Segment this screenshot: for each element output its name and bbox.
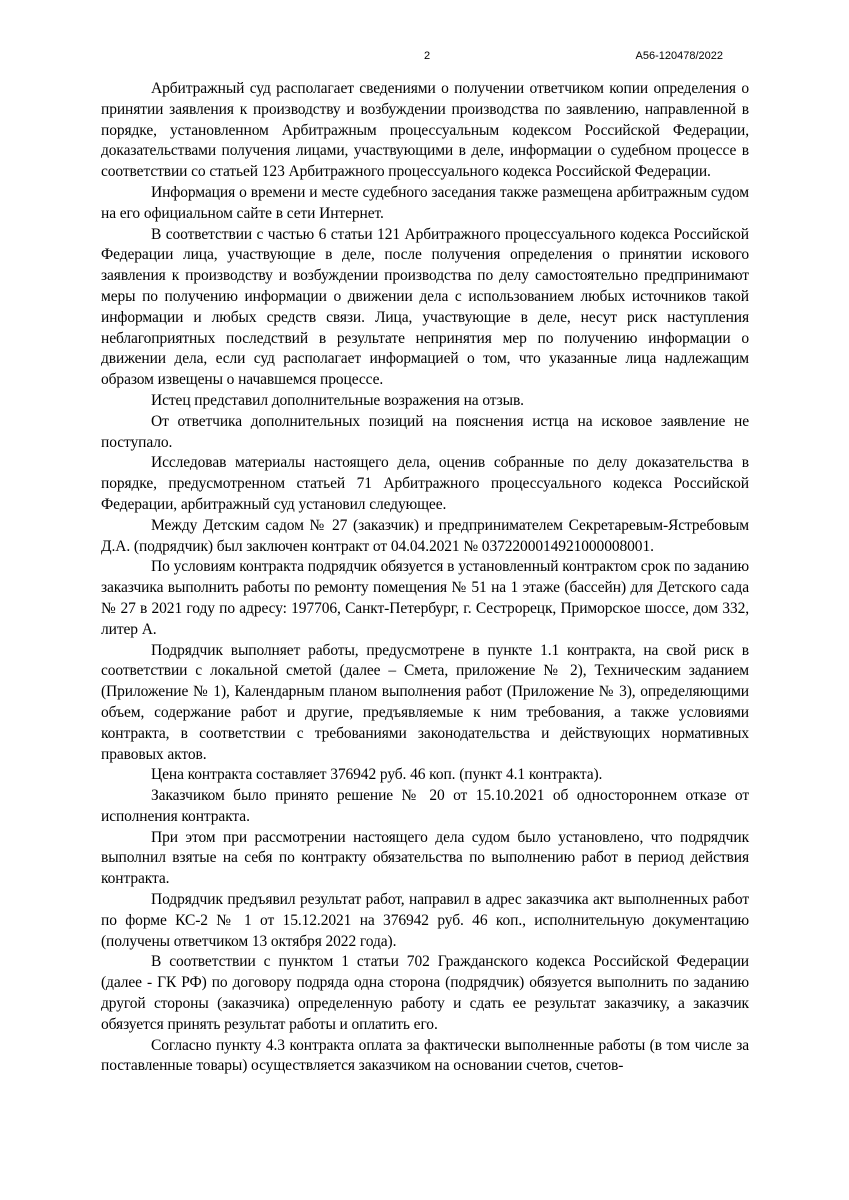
paragraph: При этом при рассмотрении настоящего дела судом было установлено, что подрядчик выполнил взятые на себя по контракту обязательства по выполнению работ в период действия контракта. (101, 828, 749, 888)
paragraph: Арбитражный суд располагает сведениями о получении ответчиком копии определения о принятии заявления к производству и возбуждении производства по заявлению, направленной в порядке, установленном Арбитражным процессуальным кодексом Российской Федерации, доказательствами получения лицами, участвующими в деле, информации о судебном процессе в соответствии со статьей 123 Арбитражного процессуального кодекса Российской Федерации. (101, 80, 749, 181)
paragraph: Истец представил дополнительные возражения на отзыв. (151, 391, 524, 409)
page-header (0, 50, 849, 68)
paragraph: В соответствии с частью 6 статьи 121 Арбитражного процессуального кодекса Российской Федерации лица, участвующие в деле, после получения определения о принятии искового заявления к производству и возбуждении производства по делу самостоятельно предпринимают меры по получению информации о движении дела с использованием любых источников такой информации и любых средств связи. Лица, участвующие в деле, несут риск наступления неблагоприятных последствий в результате непринятия мер по получению информации о движении дела, если суд располагает информацией о том, что указанные лица надлежащим образом извещены о начавшемся процессе. (101, 225, 749, 389)
paragraph: Согласно пункту 4.3 контракта оплата за фактически выполненные работы (в том числе за поставленные товары) осуществляется заказчиком на основании счетов, счетов- (101, 1036, 749, 1075)
paragraph: По условиям контракта подрядчик обязуется в установленный контрактом срок по заданию заказчика выполнить работы по ремонту помещения № 51 на 1 этаже (бассейн) для Детского сада № 27 в 2021 году по адресу: 197706, Санкт-Петербург, г. Сестрорецк, Приморское шоссе, дом 332, литер А. (101, 558, 749, 638)
page-number: 2 (424, 50, 431, 62)
paragraph: Подрядчик выполняет работы, предусмотрене в пункте 1.1 контракта, на свой риск в соответствии с локальной сметой (далее – Смета, приложение № 2), Техническим заданием (Приложение № 1), Календарным планом выполнения работ (Приложение № 3), определяющими объем, содержание работ и другие, предъявляемые к ним требования, а также условиями контракта, в соответствии с требованиями законодательства и действующих нормативных правовых актов. (101, 641, 749, 763)
paragraph: В соответствии с пунктом 1 статьи 702 Гражданского кодекса Российской Федерации (далее - ГК РФ) по договору подряда одна сторона (подрядчик) обязуется выполнить по заданию другой стороны (заказчика) определенную работу и сдать ее результат заказчику, а заказчик обязуется принять результат работы и оплатить его. (101, 953, 749, 1033)
paragraph: Информация о времени и месте судебного заседания также размещена арбитражным судом на его официальном сайте в сети Интернет. (101, 183, 749, 222)
paragraph: Заказчиком было принято решение № 20 от 15.10.2021 об одностороннем отказе от исполнения контракта. (101, 787, 749, 825)
paragraph: От ответчика дополнительных позиций на пояснения истца на исковое заявление не поступало. (101, 412, 749, 451)
document-body (101, 79, 749, 1077)
paragraph: Цена контракта составляет 376942 руб. 46 коп. (пункт 4.1 контракта). (151, 766, 603, 784)
case-number: А56-120478/2022 (635, 50, 723, 62)
paragraph: Подрядчик предъявил результат работ, направил в адрес заказчика акт выполненных работ по форме КС-2 № 1 от 15.12.2021 на 376942 руб. 46 коп., исполнительную документацию (получены ответчиком 13 октября 2022 года). (101, 891, 749, 950)
paragraph: Между Детским садом № 27 (заказчик) и предпринимателем Секретаревым-Ястребовым Д.А. (подрядчик) был заключен контракт от 04.04.2021 № 0372200014921000008001. (101, 516, 749, 555)
paragraph: Исследовав материалы настоящего дела, оценив собранные по делу доказательства в порядке, предусмотренном статьей 71 Арбитражного процессуального кодекса Российской Федерации, арбитражный суд установил следующее. (101, 454, 749, 513)
